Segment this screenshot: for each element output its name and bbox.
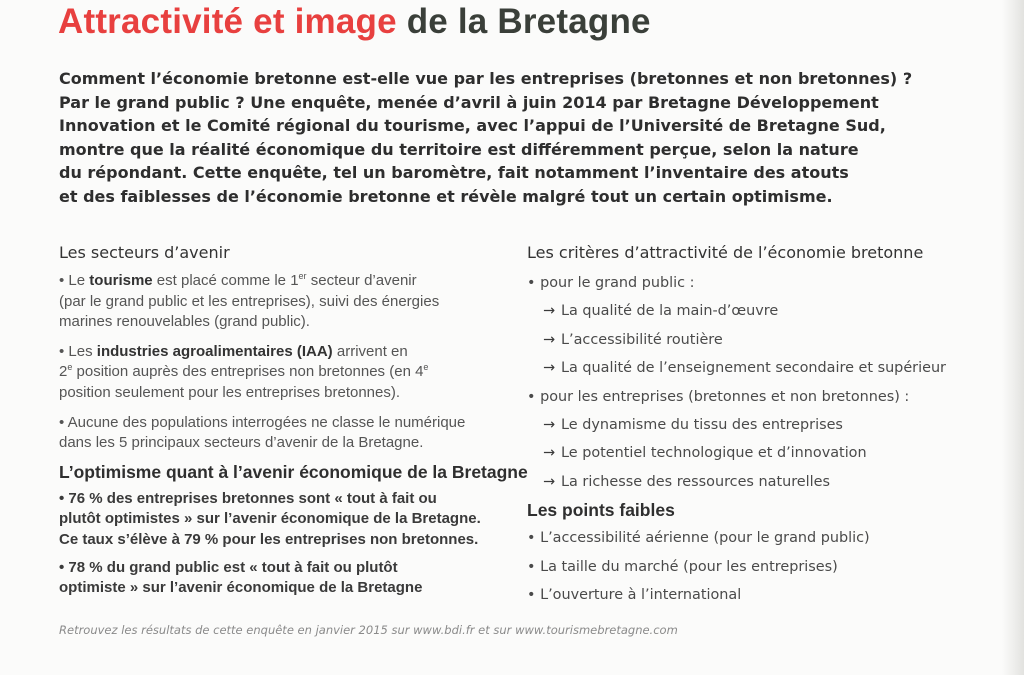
title-accent: Attractivité et image <box>58 2 397 41</box>
superscript: e <box>67 362 73 373</box>
text-run: secteur d’avenir <box>306 272 417 289</box>
criteria-item <box>527 297 987 325</box>
group-public-label: • pour le grand public : <box>527 275 695 291</box>
intro-line: Par le grand public ? Une enquête, menée d’avril à juin 2014 par Bretagne Développement <box>59 92 879 112</box>
intro-line: du répondant. Cette enquête, tel un baromètre, fait notamment l’inventaire des atouts <box>59 163 849 183</box>
text-line: optimiste » sur l’avenir économique de la Bretagne <box>59 579 423 597</box>
arrow-right-icon: → <box>543 473 556 490</box>
sector-iaa-bullet <box>59 342 499 404</box>
criteria-item-label: L’accessibilité routière <box>561 331 723 348</box>
criteria-item <box>527 411 987 439</box>
criteria-item-label: La richesse des ressources naturelles <box>561 473 831 490</box>
text-run: 2 <box>59 363 68 381</box>
footer-note: Retrouvez les résultats de cette enquête en janvier 2015 sur www.bdi.fr et sur www.tourismebretagne.com <box>59 623 678 637</box>
text-line: • 78 % du grand public est « tout à fait ou plutôt <box>59 558 398 576</box>
sector-digital-bullet <box>59 413 499 454</box>
left-column <box>59 241 528 599</box>
intro-line: Innovation et le Comité régional du tourisme, avec l’appui de l’Université de Bretagne Sud, <box>59 116 886 136</box>
weak-point-item: • L’ouverture à l’international <box>527 587 742 604</box>
text-line: Ce taux s’élève à 79 % pour les entreprises non bretonnes. <box>59 530 479 548</box>
intro-paragraph <box>59 67 971 209</box>
superscript: er <box>298 271 307 281</box>
criteria-item-label: Le dynamisme du tissu des entreprises <box>561 417 843 434</box>
text-line: • Aucune des populations interrogées ne classe le numérique <box>59 413 466 431</box>
intro-line: Comment l’économie bretonne est-elle vue par les entreprises (bretonnes et non bretonnes) ? <box>59 69 913 88</box>
text-line: position seulement pour les entreprises bretonnes). <box>59 383 401 401</box>
intro-line: montre que la réalité économique du territoire est différemment perçue, selon la nature <box>59 139 859 159</box>
arrow-right-icon: → <box>543 445 556 462</box>
criteria-heading: Les critères d’attractivité de l’économie bretonne <box>527 243 924 262</box>
criteria-item <box>527 354 987 382</box>
text-run: • Le <box>59 272 90 289</box>
title-dark: de la Bretagne <box>406 2 651 41</box>
arrow-right-icon: → <box>543 360 556 377</box>
criteria-item <box>527 326 987 354</box>
group-companies-label: • pour les entreprises (bretonnes et non bretonnes) : <box>527 388 910 405</box>
text-run: est placé comme le 1 <box>152 272 299 289</box>
right-column <box>527 241 987 609</box>
superscript: e <box>423 362 429 373</box>
weak-point-item: • L’accessibilité aérienne (pour le grand public) <box>527 530 870 547</box>
text-run-bold: industries agroalimentaires (IAA) <box>96 342 333 360</box>
arrow-right-icon: → <box>543 417 556 434</box>
text-line: • 76 % des entreprises bretonnes sont « tout à fait ou <box>59 489 437 507</box>
text-line: marines renouvelables (grand public). <box>59 313 310 331</box>
text-run: arrivent en <box>332 342 408 360</box>
optimism-bullet-companies <box>59 489 499 551</box>
sector-tourism-bullet <box>59 271 499 333</box>
arrow-right-icon: → <box>543 331 556 348</box>
text-run-bold: tourisme <box>89 272 153 289</box>
page-edge-shadow <box>1002 0 1024 675</box>
criteria-item <box>527 439 987 467</box>
criteria-item-label: La qualité de la main-d’œuvre <box>561 303 779 320</box>
text-line: (par le grand public et les entreprises), suivi des énergies <box>59 292 440 310</box>
sectors-heading: Les secteurs d’avenir <box>59 243 230 262</box>
text-run: • Les <box>59 342 97 360</box>
weak-point-item: • La taille du marché (pour les entreprises) <box>527 558 838 575</box>
text-run: position auprès des entreprises non bretonnes (en 4 <box>72 363 424 381</box>
text-line: dans les 5 principaux secteurs d’avenir de la Bretagne. <box>59 434 424 452</box>
page-title <box>58 2 651 42</box>
criteria-item-label: La qualité de l’enseignement secondaire et supérieur <box>561 360 946 377</box>
weak-points-heading: Les points faibles <box>527 500 675 521</box>
optimism-heading: L’optimisme quant à l’avenir économique de la Bretagne <box>59 461 528 482</box>
criteria-item <box>527 468 987 496</box>
arrow-right-icon: → <box>543 303 556 320</box>
criteria-item-label: Le potentiel technologique et d’innovation <box>561 445 867 462</box>
text-line: plutôt optimistes » sur l’avenir économique de la Bretagne. <box>59 510 481 528</box>
intro-line: et des faiblesses de l’économie bretonne et révèle malgré tout un certain optimisme. <box>59 186 833 206</box>
optimism-bullet-public <box>59 558 499 599</box>
